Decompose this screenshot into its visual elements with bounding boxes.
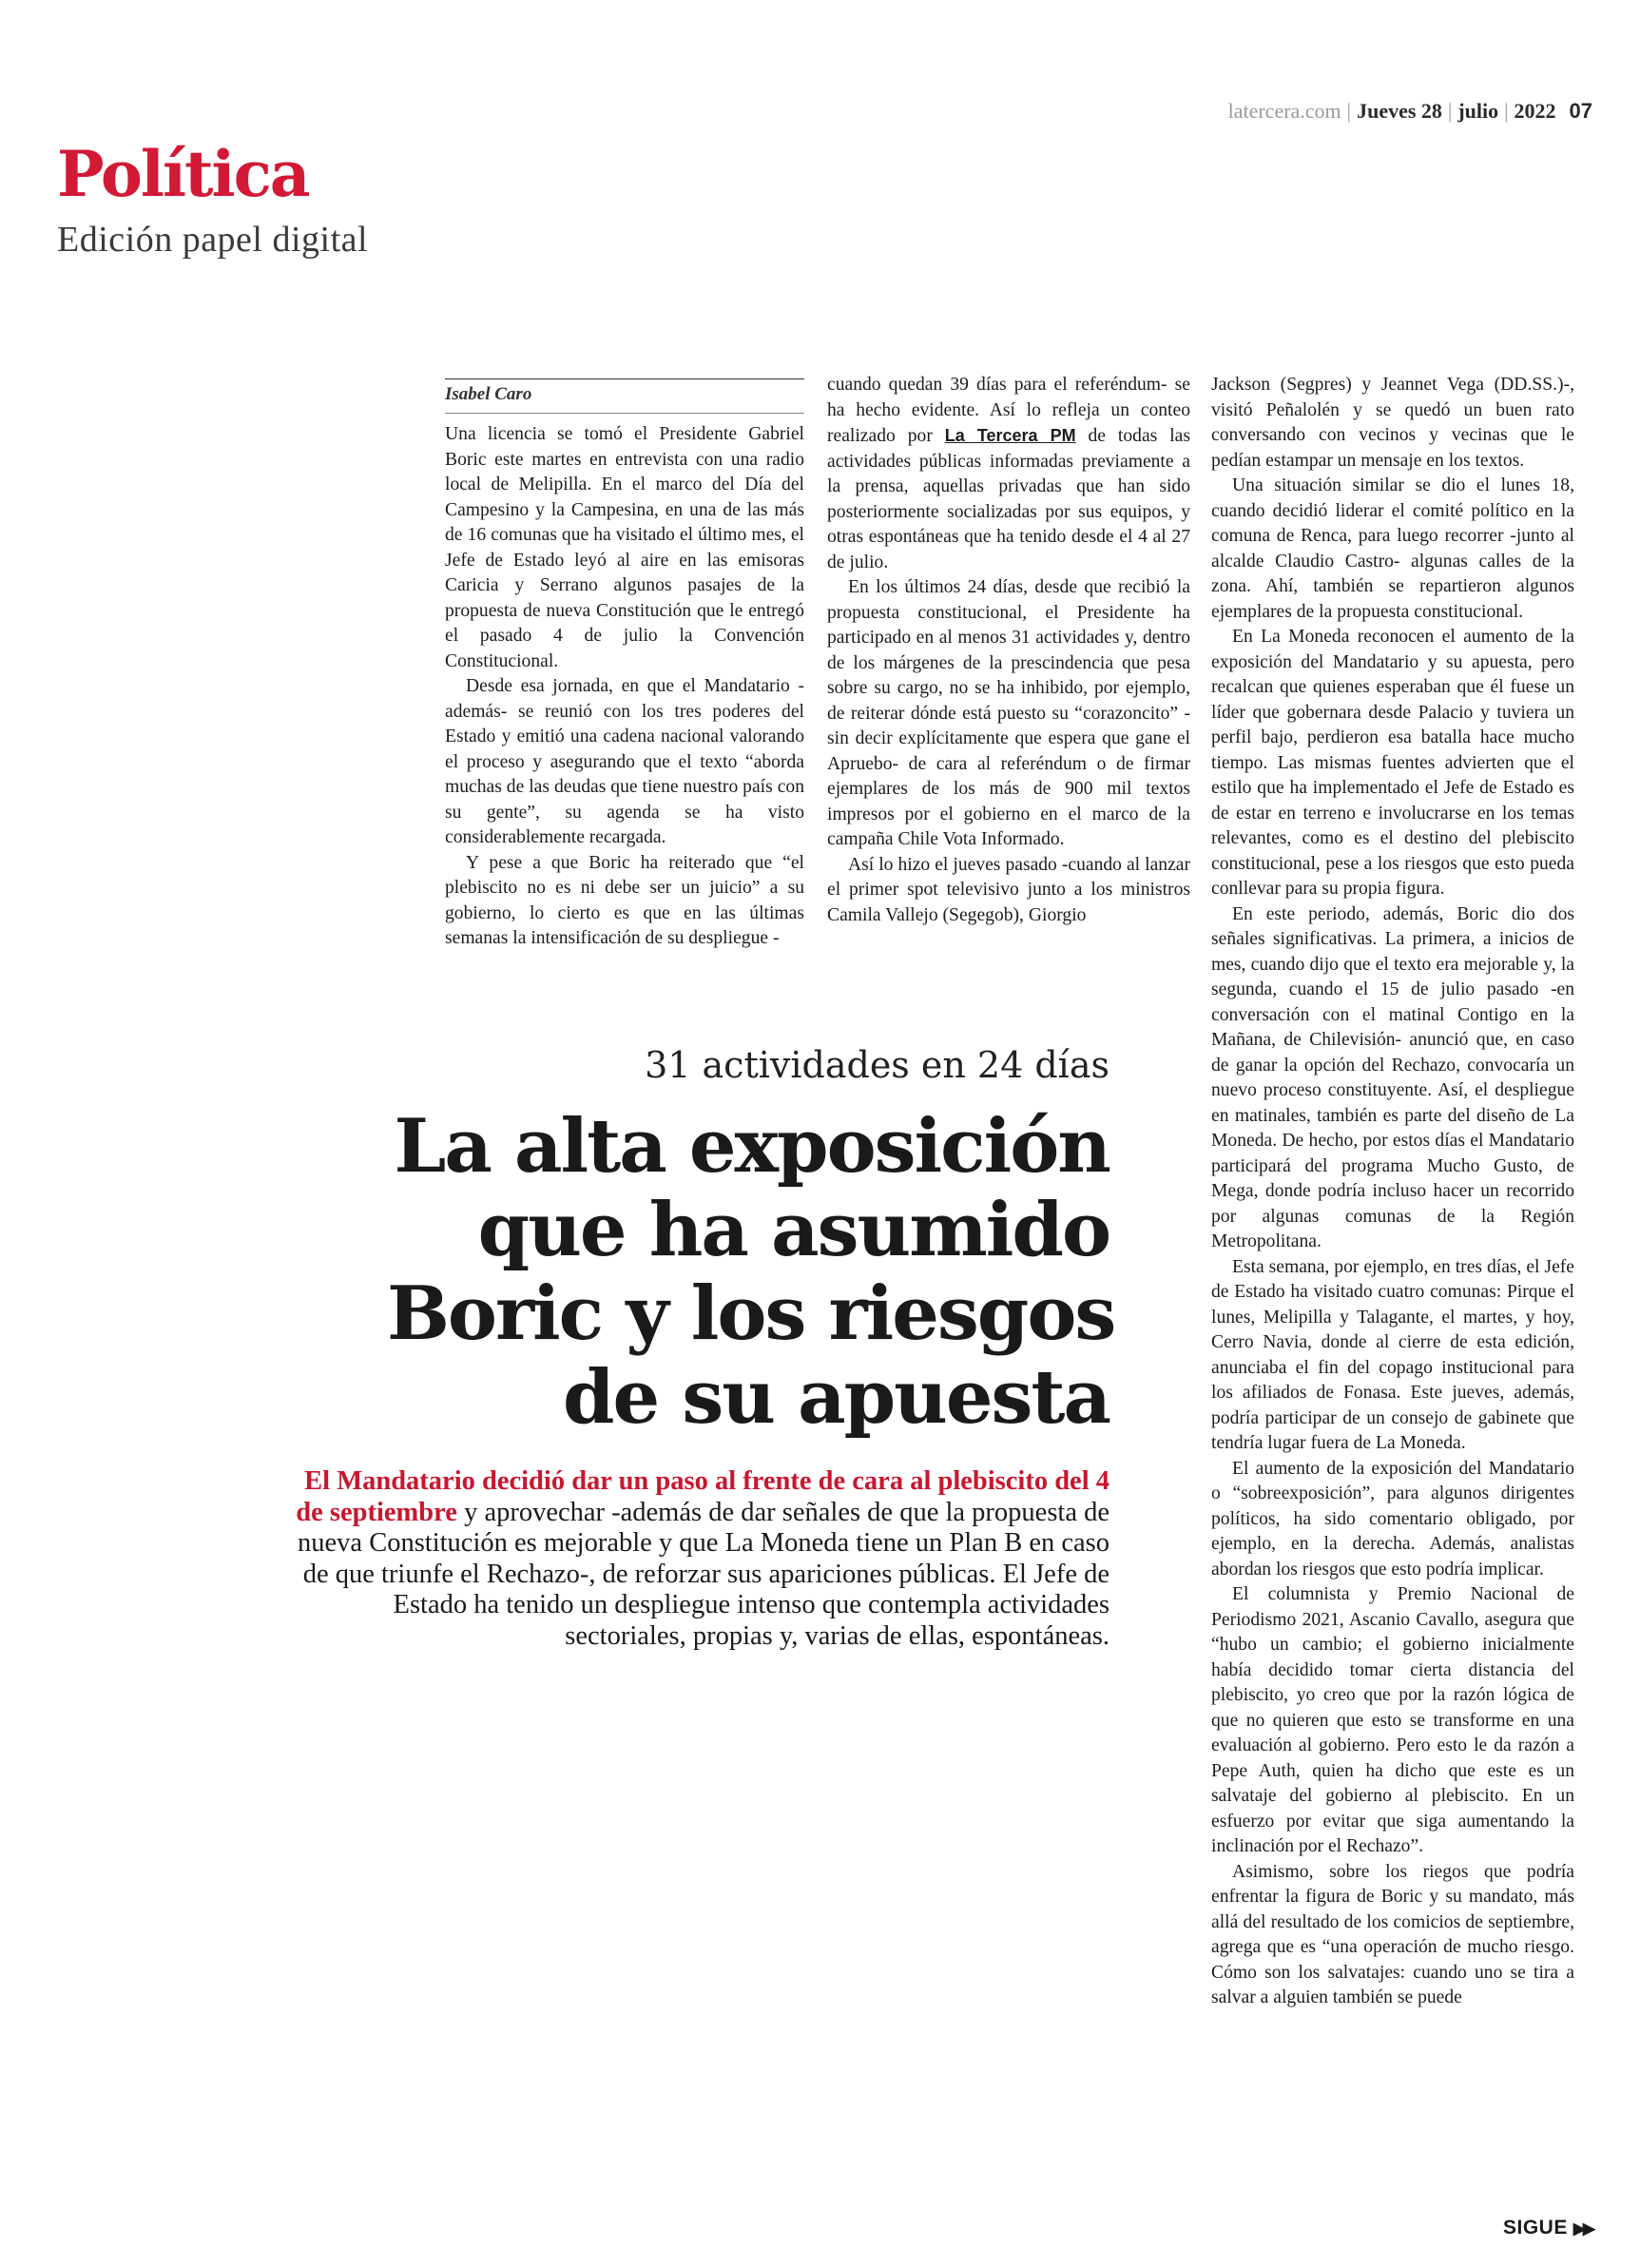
paragraph: En La Moneda reconocen el aumento de la exposición del Mandatario y su apuesta, pero recalcan que quienes esperaban que él fuese un líder que gobernara desde Palacio y tuviera un perfil bajo, perdieron esa batalla hace mucho tiempo. Las mismas fuentes advierten que el estilo que ha implementado el Jefe de Estado es de estar en terreno e involucrarse en los temas relevantes, como es el destino del plebiscito constitucional, pese a los riesgos que esto pueda conllevar para su propia figura. <box>1211 627 1574 899</box>
headline-line: de su apuesta <box>563 1354 1109 1441</box>
article-column-2 <box>827 373 1190 928</box>
lead-text: y aprovechar -además de dar señales de que la propuesta de nueva Constitución es mejorable y que La Moneda tiene un Plan B en caso de que triunfe el Rechazo-, de reforzar sus apariciones públicas. El Jefe de Estado ha tenido un despliegue intenso que contempla actividades sectoriales, propias y, varias de ellas, espontáneas. <box>298 1497 1109 1651</box>
paragraph: En los últimos 24 días, desde que recibió la propuesta constitucional, el Presidente ha participado en al menos 31 actividades y, dentro de los márgenes de la prescindencia que pesa sobre su cargo, no se ha inhibido, por ejemplo, de reiterar dónde está puesto su “corazoncito” -sin decir explícitamente que espera que gane el Apruebo- de cara al referéndum o de firmar ejemplares de los más de 900 mil textos impresos por el gobierno en el marco de la campaña Chile Vota Informado. <box>827 577 1190 849</box>
lead-highlight: El Mandatario decidió dar un paso al frente de cara al plebiscito del 4 de septiembre <box>296 1466 1109 1527</box>
article-lead <box>285 1466 1109 1652</box>
paragraph: El aumento de la exposición del Mandatario o “sobreexposición”, para algunos dirigentes políticos, ha sido comentario obligado, por ejemplo, en la derecha. Además, analistas abordan los riesgos que esto podría implicar. <box>1211 1458 1574 1580</box>
section-title: Política <box>57 137 309 211</box>
page-header: latercera.com | Jueves 28 | julio | 2022 07 <box>1227 99 1592 123</box>
paragraph: Así lo hizo el jueves pasado -cuando al lanzar el primer spot televisivo junto a los ministros Camila Vallejo (Segegob), Giorgio <box>827 854 1190 925</box>
byline-rule-bottom <box>445 413 804 414</box>
article-column-1 <box>445 422 804 952</box>
section-subtitle: Edición papel digital <box>57 220 369 260</box>
headline-line: Boric y los riesgos <box>387 1270 1115 1357</box>
byline-rule-top <box>445 378 804 379</box>
paragraph: Y pese a que Boric ha reiterado que “el plebiscito no es ni debe ser un juicio” a su gobierno, lo cierto es que en las últimas semanas la intensificación de su despliegue - <box>445 852 804 948</box>
paragraph: cuando quedan 39 días para el referéndum- se ha hecho evidente. Así lo refleja un conteo realizado por La Tercera PM de todas las actividades públicas informadas previamente a la prensa, aquellas privadas que han sido posteriormente socializadas por sus equipos, y otras espontáneas que ha tenido desde el 4 al 27 de julio. <box>827 375 1190 572</box>
paragraph: El columnista y Premio Nacional de Periodismo 2021, Ascanio Cavallo, asegura que “hubo un cambio; el gobierno inicialmente había decidido tomar cierta distancia del plebiscito, yo creo que por la razón lógica de que no quieren que esto se transforme en una evaluación al gobierno. Pero esto le da razón a Pepe Auth, quien ha dicho que este es un salvataje del gobierno al plebiscito. En un esfuerzo por evitar que siga aumentando la inclinación por el Rechazo”. <box>1211 1584 1574 1856</box>
paragraph: Jackson (Segpres) y Jeannet Vega (DD.SS.)-, visitó Peñalolén y se quedó un buen rato conversando con vecinos y vecinas que le pedían estampar un mensaje en los textos. <box>1211 375 1574 471</box>
paragraph: Una situación similar se dio el lunes 18, cuando decidió liderar el comité político en la comuna de Renca, para luego recorrer -junto al alcalde Claudio Castro- algunas calles de la zona. Ahí, también se repartieron algunos ejemplares de la propuesta constitucional. <box>1211 475 1574 622</box>
article-headline <box>387 1103 1115 1441</box>
paragraph: Desde esa jornada, en que el Mandatario -además- se reunió con los tres poderes del Estado y emitió una cadena nacional valorando el proceso y asegurando que el texto “aborda muchas de las deudas que tiene nuestro país con su gente”, su agenda se ha visto considerablemente recargada. <box>445 676 804 847</box>
headline-line: La alta exposición <box>394 1103 1109 1190</box>
header-day: Jueves 28 <box>1357 99 1442 123</box>
continue-label: SIGUE <box>1502 2217 1568 2239</box>
publication-link: La Tercera PM <box>944 426 1076 445</box>
article-column-3 <box>1211 373 1574 2011</box>
continue-marker <box>1503 2217 1592 2239</box>
page-number: 07 <box>1569 99 1592 123</box>
site-name: latercera.com <box>1227 99 1341 123</box>
byline: Isabel Caro <box>445 384 532 404</box>
article-kicker: 31 actividades en 24 días <box>645 1044 1109 1086</box>
paragraph: Esta semana, por ejemplo, en tres días, el Jefe de Estado ha visitado cuatro comunas: Pirque el lunes, Melipilla y Talagante, el martes, y hoy, Cerro Navia, donde al cierre de esta edición, anunciaba el fin del copago institucional para los afiliados de Fonasa. Este jueves, además, podría participar de un consejo de gabinete que tendría lugar fuera de La Moneda. <box>1211 1256 1574 1453</box>
paragraph: Una licencia se tomó el Presidente Gabriel Boric este martes en entrevista con una radio local de Melipilla. En el marco del Día del Campesino y la Campesina, en una de las más de 16 comunas que ha visitado el último mes, el Jefe de Estado leyó al aire en las emisoras Caricia y Serrano algunos pasajes de la propuesta de nueva Constitución que le entregó el pasado 4 de julio la Convención Constitucional. <box>445 424 804 671</box>
double-arrow-icon: ▶▶ <box>1572 2220 1592 2238</box>
paragraph: Asimismo, sobre los riegos que podría enfrentar la figura de Boric y su mandato, más allá del resultado de los comicios de septiembre, agrega que es “una operación de mucho riesgo. Cómo son los salvatajes: cuando uno se tira a salvar a alguien también se puede <box>1211 1861 1574 2007</box>
headline-line: que ha asumido <box>477 1187 1109 1273</box>
header-month: julio <box>1457 99 1499 123</box>
paragraph: En este periodo, además, Boric dio dos señales significativas. La primera, a inicios de mes, cuando dijo que el texto era mejorable y, la segunda, cuando el 15 de julio pasado -en conversación con el matinal Contigo en la Mañana, de Chilevisión- anunció que, en caso de ganar la opción del Rechazo, convocaría un nuevo proceso constituyente. Así, el despliegue en matinales, también es parte del diseño de La Moneda. De hecho, por estos días el Mandatario participará del programa Mucho Gusto, de Mega, donde podría incluso hacer un recorrido por algunas comunas de la Región Metropolitana. <box>1211 903 1574 1251</box>
header-year: 2022 <box>1514 99 1556 123</box>
